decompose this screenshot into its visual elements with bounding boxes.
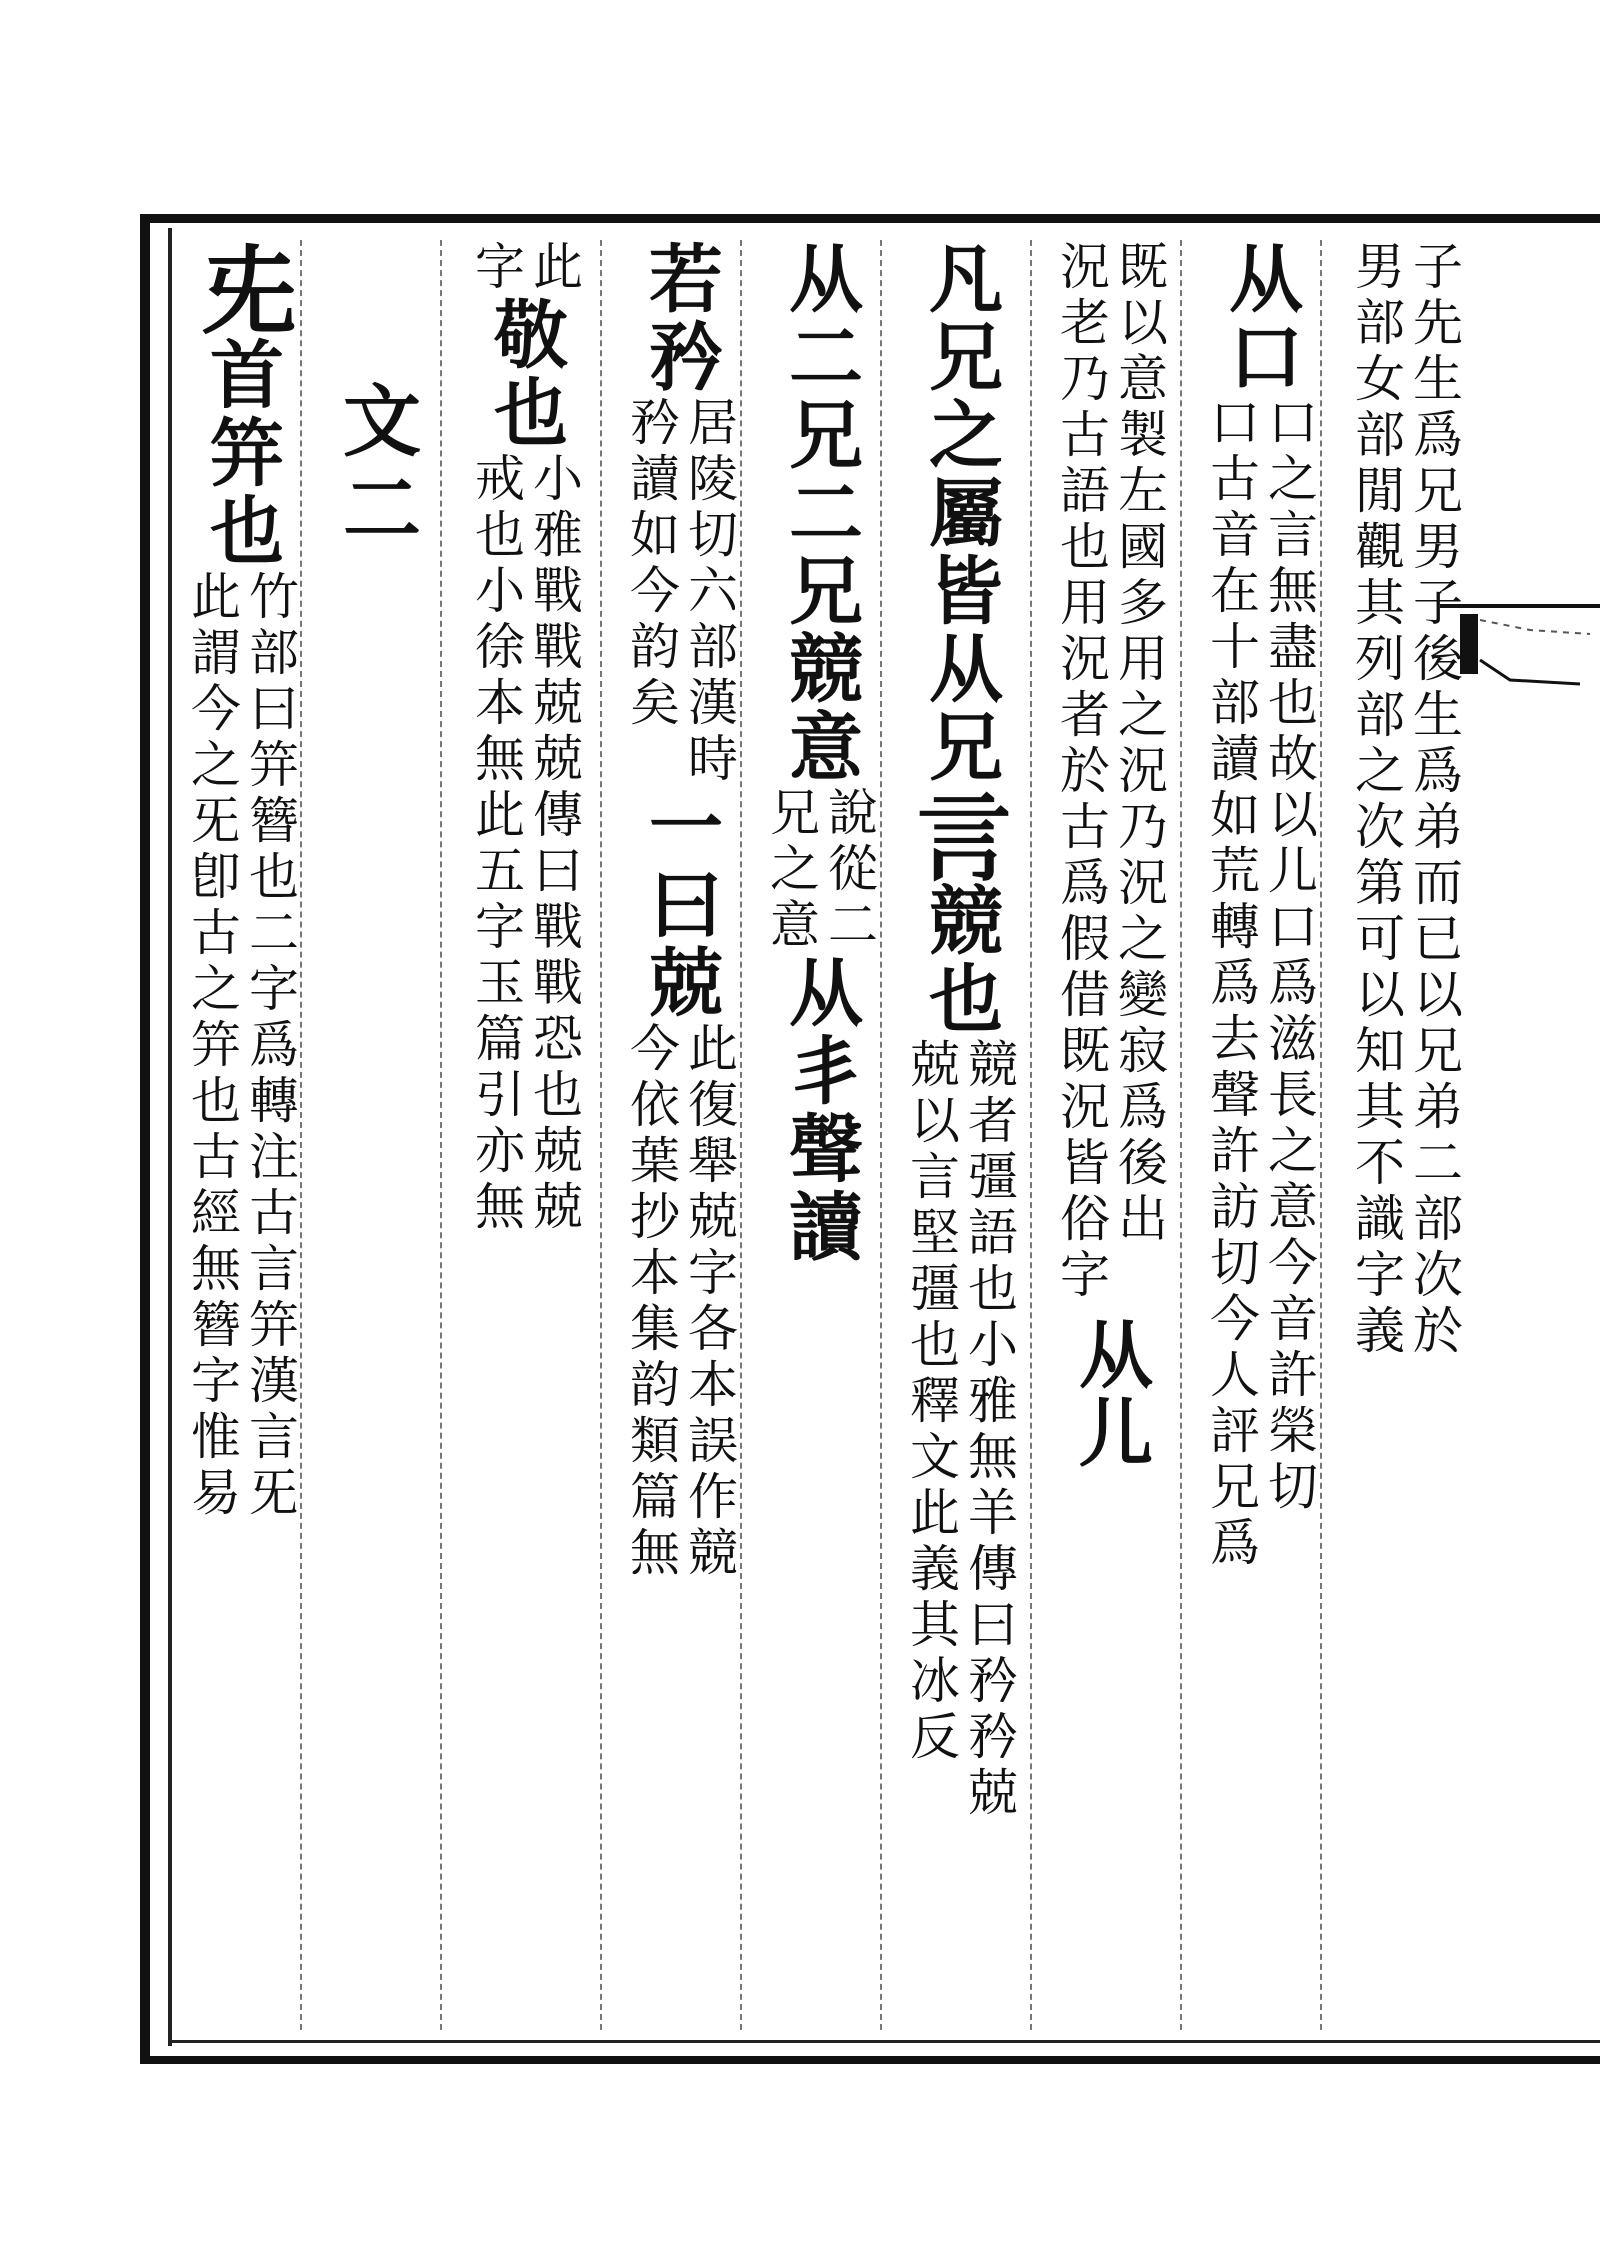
- commentary-line: 此謂今之旡卽古之笄也古經無簪字惟易: [183, 570, 241, 1522]
- commentary-double-line: [1052, 240, 1168, 1304]
- commentary-line: 口之言無盡也故以儿口爲滋長之意今音許榮切: [1260, 396, 1318, 1516]
- commentary-line: 說從二: [820, 786, 878, 954]
- text-column-7: [450, 240, 600, 2040]
- text-column-4: [890, 240, 1030, 2040]
- seal-script-glyph: 𧥛: [904, 786, 1017, 882]
- commentary-line: 子先生爲兄男子後生爲弟而已以兄弟二部次於: [1405, 240, 1463, 1360]
- commentary-double-line: [467, 240, 583, 296]
- column-separator: [1180, 240, 1182, 2030]
- main-text: 从丯聲讀: [777, 954, 863, 1266]
- commentary-line: 此: [525, 240, 583, 296]
- main-text: 从儿: [1067, 1316, 1153, 1472]
- text-column-6: [610, 240, 750, 2040]
- main-text: 从口: [1217, 240, 1303, 396]
- main-text: 競也: [917, 882, 1003, 1038]
- commentary-line: 居陵切六部漢時: [680, 396, 738, 788]
- commentary-line: 競者彊語也小雅無羊傳曰矜矜兢: [960, 1038, 1018, 1822]
- commentary-line: 況老乃古語也用況者於古爲假借既況皆俗字: [1052, 240, 1110, 1304]
- commentary-double-line: [622, 1022, 738, 1582]
- main-text: 若矜: [637, 240, 723, 396]
- commentary-line: 兢以言堅彊也釋文此義其冰反: [902, 1038, 960, 1766]
- text-column-1: [1330, 240, 1480, 2040]
- commentary-double-line: [1347, 240, 1463, 1360]
- commentary-double-line: [183, 570, 299, 1522]
- commentary-double-line: [467, 452, 583, 1236]
- commentary-line: 男部女部閒觀其列部之次第可以知其不識字義: [1347, 240, 1405, 1360]
- commentary-line: 小雅戰戰兢兢傳曰戰戰恐也兢兢: [525, 452, 583, 1236]
- commentary-line: 此復舉兢字各本誤作競: [680, 1022, 738, 1582]
- commentary-double-line: [622, 396, 738, 788]
- main-text: 从二兄二兄競意: [777, 240, 863, 786]
- column-separator: [440, 240, 442, 2030]
- commentary-line: 口古音在十部讀如荒轉爲去聲許訪切今人評兄爲: [1202, 396, 1260, 1572]
- commentary-line: 戒也小徐本無此五字玉篇引亦無: [467, 452, 525, 1236]
- text-column-3: [1040, 240, 1180, 2040]
- commentary-line: 字: [467, 240, 525, 296]
- main-text: 敬也: [482, 296, 568, 452]
- commentary-line: 今依葉抄本集韵類篇無: [622, 1022, 680, 1582]
- column-separator: [1030, 240, 1032, 2030]
- commentary-line: 矜讀如今韵矣: [622, 396, 680, 732]
- commentary-line: 既以意製左國多用之況乃況之變寂爲後出: [1110, 240, 1168, 1248]
- commentary-line: 兄之意: [762, 786, 820, 954]
- main-text: 凡兄之屬皆从兄: [917, 240, 1003, 786]
- text-column-8: [310, 240, 440, 2180]
- main-text: 一曰兢: [637, 788, 723, 1022]
- seal-script-glyph: 兂: [185, 240, 298, 336]
- main-text: 首笄也: [198, 336, 284, 570]
- character-count-heading: 文二: [330, 380, 421, 556]
- commentary-double-line: [902, 1038, 1018, 1822]
- commentary-double-line: [1202, 396, 1318, 1572]
- frame-inner-rule: [168, 228, 172, 2046]
- text-column-2: [1190, 240, 1330, 2040]
- text-column-9: [176, 240, 306, 2040]
- commentary-line: 竹部曰笄簪也二字爲轉注古言笄漢言旡: [241, 570, 299, 1522]
- commentary-double-line: [762, 786, 878, 954]
- column-separator: [600, 240, 602, 2030]
- text-column-5: [750, 240, 890, 2040]
